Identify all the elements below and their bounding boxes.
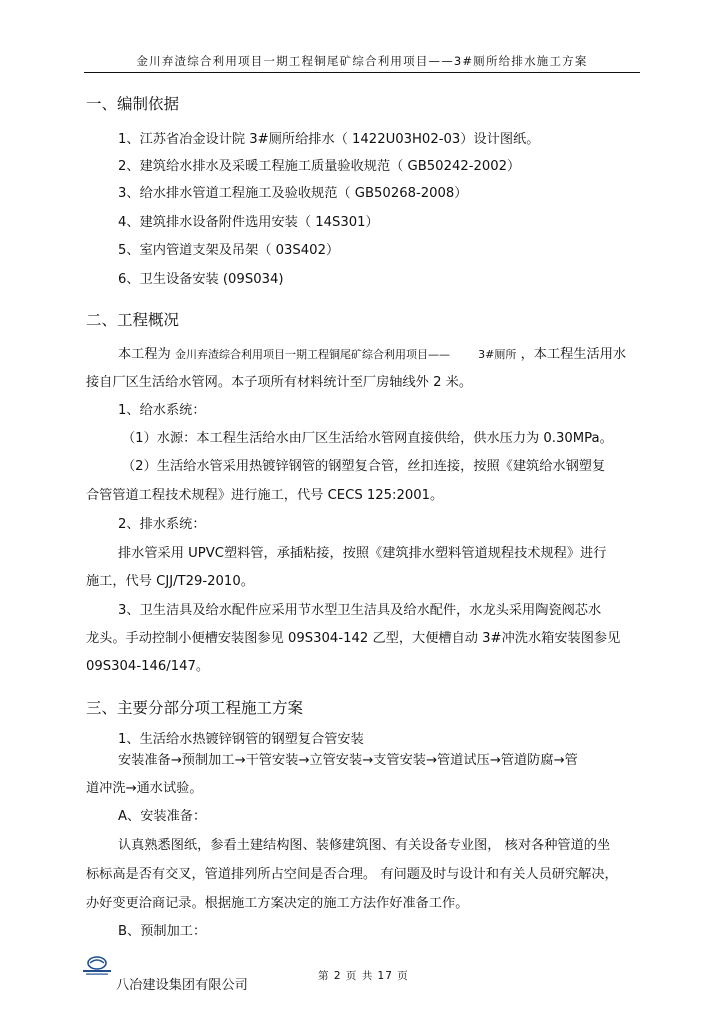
overview-intro-project: 金川弃渣综合利用项目一期工程铜尾矿综合利用项目—— — [174, 348, 450, 361]
plan-sub1-flow-b: 道冲洗→通水试验。 — [86, 781, 203, 796]
section-heading-plan: 三、主要分部分项工程施工方案 — [86, 699, 304, 717]
footer-company-name: 八冶建设集团有限公司 — [116, 978, 248, 993]
overview-intro-line2: 接自厂区生活给水管网。本子项所有材料统计至厂房轴线外 2 米。 — [86, 375, 473, 390]
overview-intro-c: ，本工程生活用水 — [520, 347, 627, 362]
basis-item-6: 6、卫生设备安装 (09S034) — [118, 272, 284, 287]
water-supply-pipe-b: 合管管道工程技术规程》进行施工，代号 CECS 125:2001。 — [86, 488, 444, 503]
basis-item-3: 3、给水排水管道工程施工及验收规范（ GB50268-2008） — [118, 186, 468, 201]
plan-a-text-2: 标标高是否有交叉，管道排列所占空间是否合理。 有问题及时与设计和有关人员研究解决， — [86, 867, 618, 882]
header-rule — [84, 72, 640, 73]
basis-item-1: 1、江苏省冶金设计院 3#厕所给排水（ 1422U03H02-03）设计图纸。 — [118, 132, 540, 147]
basis-item-5: 5、室内管道支架及吊架（ 03S402） — [118, 243, 340, 258]
drainage-text-b: 施工，代号 CJJ/T29-2010。 — [86, 574, 254, 589]
overview-intro-a: 本工程为 — [118, 347, 171, 362]
overview-intro-b: 3#厕所 — [478, 348, 517, 361]
water-supply-source: （1）水源：本工程生活给水由厂区生活给水管网直接供给，供水压力为 0.30MPa。 — [122, 431, 613, 446]
plan-sub1-title: 1、生活给水热镀锌钢管的钢塑复合管安装 — [118, 732, 364, 747]
plan-a-text-1: 认真熟悉图纸，参看土建结构图、装修建筑图、有关设备专业图， 核对各种管道的坐 — [118, 838, 611, 853]
overview-intro-line1 — [118, 346, 626, 364]
drainage-text-a: 排水管采用 UPVC塑料管，承插粘接，按照《建筑排水塑料管道规程技术规程》进行 — [118, 546, 607, 561]
water-supply-title: 1、给水系统： — [118, 403, 206, 418]
plan-b-title: B、预制加工： — [118, 924, 207, 939]
page-header-title: 金川弃渣综合利用项目一期工程铜尾矿综合利用项目——3#厕所给排水施工方案 — [136, 54, 588, 68]
plan-sub1-flow-a: 安装准备→预制加工→干管安装→立管安装→支管安装→管道试压→管道防腐→管 — [118, 753, 578, 768]
section-heading-overview: 二、工程概况 — [86, 311, 180, 329]
section-heading-basis: 一、编制依据 — [86, 95, 180, 113]
footer-page-number: 第 2 页 共 17 页 — [318, 970, 409, 982]
plan-a-text-3: 办好变更洽商记录。根据施工方案决定的施工方法作好准备工作。 — [86, 896, 469, 911]
water-supply-pipe-a: （2）生活给水管采用热镀锌钢管的钢塑复合管，丝扣连接，按照《建筑给水钢塑复 — [122, 459, 606, 474]
basis-item-2: 2、建筑给水排水及采暖工程施工质量验收规范（ GB50242-2002） — [118, 159, 521, 174]
company-logo-svg — [80, 956, 114, 976]
sanitary-text-b: 龙头。手动控制小便槽安装图参见 09S304-142 乙型，大便槽自动 3#冲洗水箱安装图参见 — [86, 631, 621, 646]
company-logo-icon — [80, 956, 114, 976]
plan-a-title: A、安装准备： — [118, 809, 207, 824]
sanitary-text-a: 3、卫生洁具及给水配件应采用节水型卫生洁具及给水配件，水龙头采用陶瓷阀芯水 — [118, 603, 602, 618]
sanitary-text-c: 09S304-146/147。 — [86, 659, 210, 674]
drainage-title: 2、排水系统： — [118, 517, 206, 532]
basis-item-4: 4、建筑排水设备附件选用安装（ 14S301） — [118, 215, 379, 230]
